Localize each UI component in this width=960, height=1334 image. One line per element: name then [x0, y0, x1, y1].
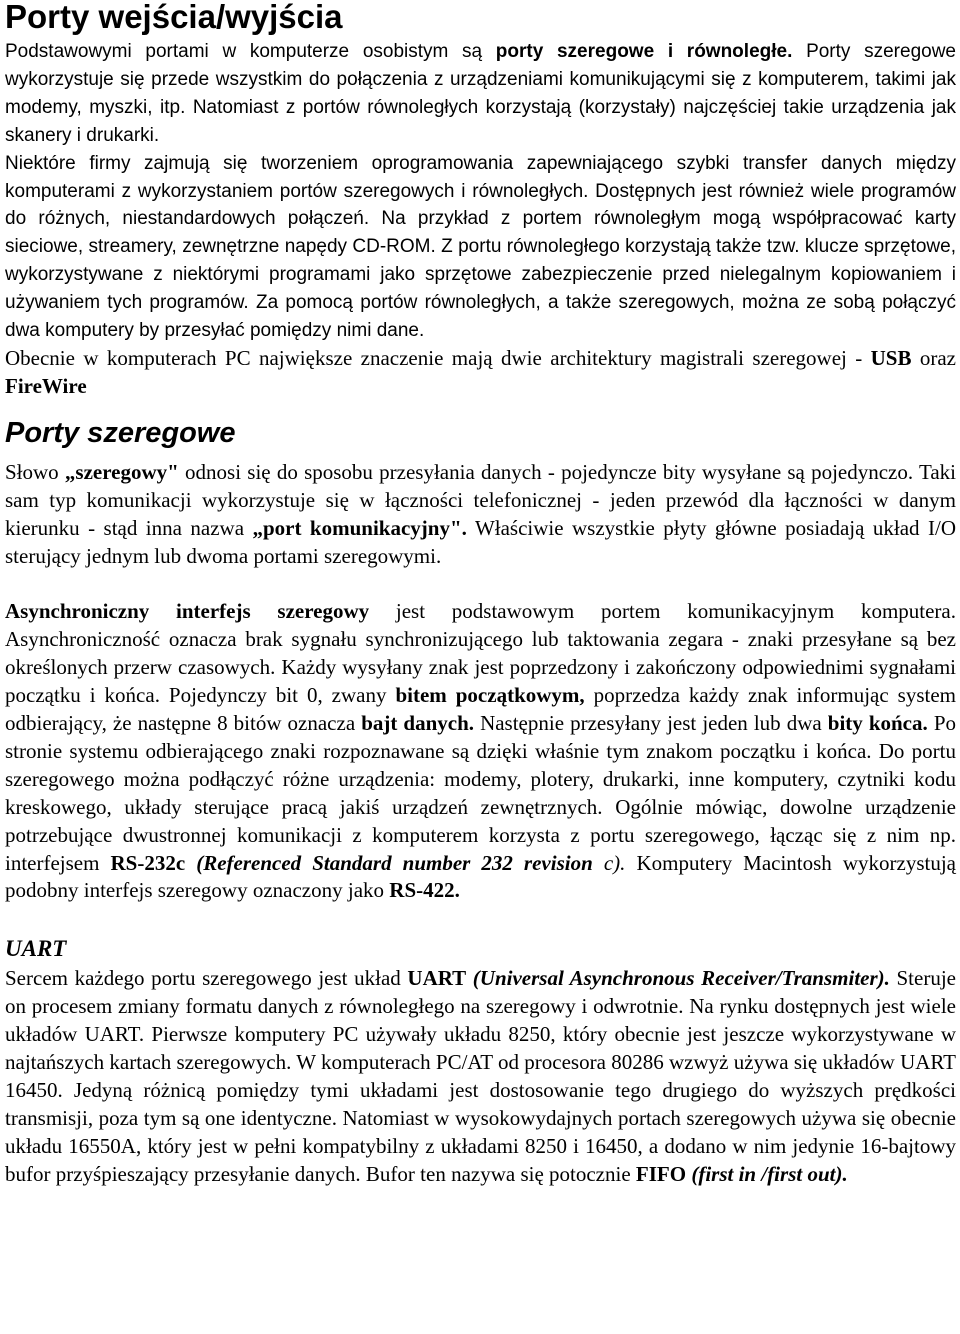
- serial-bold-port-komunikacyjny: „port komunikacyjny".: [252, 515, 467, 540]
- serial-text-3: Właściwie wszystkie płyty główne posiadają układ I/O sterujący jednym lub dwoma portami szeregowymi.: [5, 515, 956, 568]
- async-text-4: Po stronie systemu odbierającego znaki rozpoznawane są dzięki właśnie tym znakom początku i końca. Do portu szeregowego można podłączyć różne urządzenia: modemy, plotery, drukarki, inne komputery, czytniki kodu kreskowego, układy sterujące pracą jakiś urządzeń zewnętrznych. Ogólnie mówiąc, dowolne urządzenie potrzebujące dwustronnej komunikacji z komputerem korzysta z portu szeregowego, łącząc się z nim np. interfejsem: [5, 711, 956, 875]
- async-bold-rs422: RS-422.: [389, 878, 460, 903]
- section-heading-serial-ports: Porty szeregowe: [5, 416, 236, 449]
- async-bold-data-byte: bajt danych.: [361, 711, 475, 736]
- async-text-3: Następnie przesyłany jest jeden lub dwa: [474, 711, 828, 736]
- intro-paragraph-1: [5, 38, 956, 150]
- intro-text: Podstawowymi portami w komputerze osobistym są: [5, 41, 496, 62]
- async-text-1: jest podstawowym portem komunikacyjnym komputera. Asynchroniczność oznacza brak sygnału synchronizującego lub taktowania zegara - znaki przesyłane są bez określonych przerw czasowych. Każdy wysyłany znak jest poprzedzony i zakończony odpowiednimi sygnałami początku i końca. Pojedynczy bit 0, zwany: [5, 599, 956, 708]
- page-title: Porty wejścia/wyjścia: [5, 0, 343, 35]
- intro-p3-text: Obecnie w komputerach PC największe znaczenie mają dwie architektury magistrali szeregowej -: [5, 345, 871, 370]
- intro-paragraph-3: [5, 345, 956, 401]
- async-text-5: Komputery Macintosh wykorzystują podobny interfejs szeregowy oznaczony jako: [5, 850, 956, 903]
- uart-bold-fifo: FIFO: [635, 1161, 687, 1186]
- serial-text-1: Słowo: [5, 459, 65, 484]
- uart-bold-term: UART: [407, 966, 467, 991]
- async-bold-rs232c: RS-232c: [110, 850, 186, 875]
- uart-italic-fifo-expansion: (first in /first out).: [686, 1161, 848, 1186]
- uart-text-2: Steruje on procesem zmiany formatu danych z równoległego na szeregowy i odwrotnie. Na rynku dostępnych jest wiele układów UART. Pierwsze komputery PC używały układu 8250, który obecnie jest jeszcze wykorzystywane w najtańszych kartach szeregowych. W komputerach PC/AT od procesora 80286 wzwyż używa się układów UART 16450. Jedyną różnicą pomiędzy tymi układami jest dostosowanie tego drugiego do wyższych prędkości transmisji, poza tym są one identyczne. Natomiast w wysokowydajnych portach szeregowych używa się obecnie układu 16550A, który jest w pełni kompatybilny z układami 8250 i 16450, a dodano w nim jedynie 16-bajtowy bufor przyśpieszający przesyłanie danych. Bufor ten nazywa się potocznie: [5, 966, 956, 1186]
- async-text-2: poprzedza każdy znak informując system odbierający, że następne 8 bitów oznacza: [5, 683, 956, 736]
- intro-text-cont: Porty szeregowe wykorzystuje się przede wszystkim do połączenia z urządzeniami komunikującymi się z komputerem, takimi jak modemy, myszki, itp. Natomiast z portów równoległych korzystają (korzystały) najczęściej takie urządzenia jak skanery i drukarki.: [5, 41, 956, 146]
- serial-text-2: odnosi się do sposobu przesyłania danych - pojedyncze bity wysyłane są pojedynczo. Taki sam typ komunikacji wykorzystuje się w łączności telefonicznej - jeden przewód dla łączności w danym kierunku - stąd inna nazwa: [5, 459, 956, 540]
- async-bold-stop-bits: bity końca.: [827, 711, 928, 736]
- uart-paragraph: [5, 965, 956, 1188]
- section-heading-uart: UART: [5, 936, 67, 962]
- firewire-term: FireWire: [5, 373, 87, 398]
- uart-italic-expansion: (Universal Asynchronous Receiver/Transmiter).: [466, 966, 890, 991]
- usb-term: USB: [870, 345, 912, 370]
- serial-paragraph: [5, 459, 956, 571]
- async-bold-start-bit: bitem początkowym,: [395, 683, 585, 708]
- async-paragraph: [5, 598, 956, 905]
- async-italic-standard: (Referenced Standard number 232 revision: [185, 850, 604, 875]
- document-page: [5, 0, 956, 1189]
- serial-bold-szeregowy: „szeregowy": [64, 459, 179, 484]
- intro-paragraph-2: Niektóre firmy zajmują się tworzeniem oprogramowania zapewniającego szybki transfer danych między komputerami z wykorzystaniem portów szeregowych i równoległych. Dostępnych jest również wiele programów do różnych, niestandardowych połączeń. Na przykład z portem równoległym mogą współpracować karty sieciowe, streamery, zewnętrzne napędy CD-ROM. Z portu równoległego korzystają także tzw. klucze sprzętowe, wykorzystywane z niektórymi programami jako sprzętowe zabezpieczenie przed nielegalnym kopiowaniem i używaniem tych programów. Za pomocą portów równoległych, a także szeregowych, można ze sobą połączyć dwa komputery by przesyłać pomiędzy nimi dane.: [5, 152, 956, 342]
- intro-bold-ports: porty szeregowe i równoległe.: [495, 41, 793, 62]
- intro-p3-oraz: oraz: [911, 345, 956, 370]
- async-italic-c: c).: [603, 850, 626, 875]
- async-bold-title: Asynchroniczny interfejs szeregowy: [5, 599, 370, 624]
- uart-text-1: Sercem każdego portu szeregowego jest układ: [5, 966, 408, 991]
